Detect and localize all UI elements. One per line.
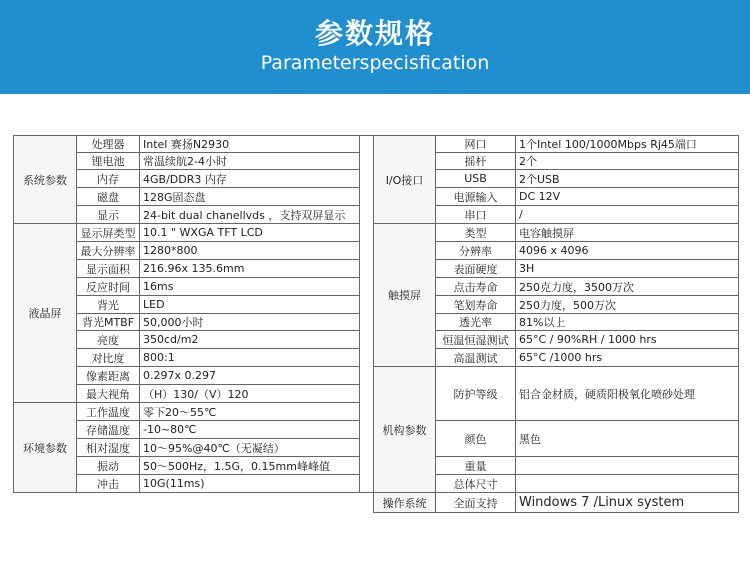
right-group-label: 操作系统: [374, 493, 436, 513]
right-group-label: 触摸屏: [374, 224, 436, 367]
spec-value: 4096 x 4096: [516, 242, 739, 260]
spec-label: 背光MTBF: [77, 314, 140, 331]
spec-value: [516, 475, 739, 493]
spec-value: 3H: [516, 260, 739, 278]
spec-table: [13, 135, 739, 513]
spec-value: [516, 457, 739, 475]
blank-cell: [14, 493, 360, 513]
spec-value: 128G固态盘: [140, 188, 360, 206]
spec-value: DC 12V: [516, 188, 739, 206]
spec-value: 800:1: [140, 349, 360, 367]
spec-label: 工作温度: [77, 403, 140, 421]
spec-label: 反应时间: [77, 278, 140, 296]
spec-label: 冲击: [77, 475, 140, 493]
spec-label: 显示屏类型: [77, 224, 140, 242]
spec-label: 网口: [436, 136, 516, 153]
spec-label: 串口: [436, 206, 516, 224]
spec-value: 电容触摸屏: [516, 224, 739, 242]
spec-value: 24-bit dual chanellvds ，支持双屏显示: [140, 206, 360, 224]
spec-value: 250力度，500万次: [516, 296, 739, 314]
spec-value: Intel 赛扬N2930: [140, 136, 360, 153]
table-row: [14, 493, 739, 513]
page-subtitle: Parameterspecisfication: [260, 52, 490, 74]
spec-label: 电源输入: [436, 188, 516, 206]
spec-label: 总体尺寸: [436, 475, 516, 493]
spec-value: 0.297x 0.297: [140, 367, 360, 385]
right-group-label: 机构参数: [374, 367, 436, 493]
spec-value: 250克力度，3500万次: [516, 278, 739, 296]
spec-value: 1280*800: [140, 242, 360, 260]
left-group-label: 系统参数: [14, 136, 77, 224]
spec-value: 216.96x 135.6mm: [140, 260, 360, 278]
spec-label: 锂电池: [77, 153, 140, 170]
spec-value: 10～95%@40℃（无凝结）: [140, 439, 360, 457]
spec-label: 全面支持: [436, 493, 516, 513]
spec-label: 显示面积: [77, 260, 140, 278]
table-row: [14, 136, 739, 153]
spec-label: 像素距离: [77, 367, 140, 385]
spec-label: 颜色: [436, 421, 516, 457]
spec-value: 黑色: [516, 421, 739, 457]
spacer: [0, 94, 750, 134]
spec-value: 10.1 " WXGA TFT LCD: [140, 224, 360, 242]
spec-value: 65°C /1000 hrs: [516, 349, 739, 367]
spec-label: 显示: [77, 206, 140, 224]
spec-label: 处理器: [77, 136, 140, 153]
spec-label: 点击寿命: [436, 278, 516, 296]
spec-value: LED: [140, 296, 360, 314]
spec-value: 零下20～55℃: [140, 403, 360, 421]
spec-label: 振动: [77, 457, 140, 475]
spec-label: 防护等级: [436, 367, 516, 421]
spec-label: 亮度: [77, 331, 140, 349]
spec-value: 铝合金材质，硬质阳极氧化喷砂处理: [516, 367, 739, 421]
spec-label: 对比度: [77, 349, 140, 367]
right-group-label: I/O接口: [374, 136, 436, 224]
spec-label: USB: [436, 170, 516, 188]
spec-label: 透光率: [436, 314, 516, 331]
spec-value: Windows 7 /Linux system: [516, 493, 739, 513]
spec-value: 350cd/m2: [140, 331, 360, 349]
table-row: [14, 224, 739, 242]
column-separator: [360, 136, 374, 493]
spec-value: 81%以上: [516, 314, 739, 331]
spec-label: 恒温恒湿测试: [436, 331, 516, 349]
column-separator: [360, 493, 374, 513]
spec-value: 2个USB: [516, 170, 739, 188]
spec-label: 背光: [77, 296, 140, 314]
spec-value: 2个: [516, 153, 739, 170]
spec-label: 笔划寿命: [436, 296, 516, 314]
spec-value: 常温续航2-4小时: [140, 153, 360, 170]
spec-label: 高温测试: [436, 349, 516, 367]
spec-value: 50～500Hz，1.5G，0.15mm峰峰值: [140, 457, 360, 475]
spec-value: （H）130/（V）120: [140, 385, 360, 403]
spec-value: 10G(11ms): [140, 475, 360, 493]
spec-value: 16ms: [140, 278, 360, 296]
table-row: [14, 367, 739, 385]
spec-label: 分辨率: [436, 242, 516, 260]
left-group-label: 环境参数: [14, 403, 77, 493]
spec-label: 内存: [77, 170, 140, 188]
left-group-label: 液晶屏: [14, 224, 77, 403]
spec-label: 相对湿度: [77, 439, 140, 457]
spec-label: 存储温度: [77, 421, 140, 439]
spec-label: 重量: [436, 457, 516, 475]
spec-label: 最大视角: [77, 385, 140, 403]
spec-value: 1个Intel 100/1000Mbps Rj45端口: [516, 136, 739, 153]
spec-value: 65°C / 90%RH / 1000 hrs: [516, 331, 739, 349]
spec-label: 磁盘: [77, 188, 140, 206]
spec-value: 50,000小时: [140, 314, 360, 331]
spec-value: 4GB/DDR3 内存: [140, 170, 360, 188]
spec-label: 表面硬度: [436, 260, 516, 278]
spec-value: /: [516, 206, 739, 224]
spec-label: 摇杆: [436, 153, 516, 170]
spec-label: 类型: [436, 224, 516, 242]
spec-label: 最大分辨率: [77, 242, 140, 260]
page-title: 参数规格: [314, 17, 435, 50]
header-banner: [0, 0, 750, 94]
spec-value: -10~80℃: [140, 421, 360, 439]
